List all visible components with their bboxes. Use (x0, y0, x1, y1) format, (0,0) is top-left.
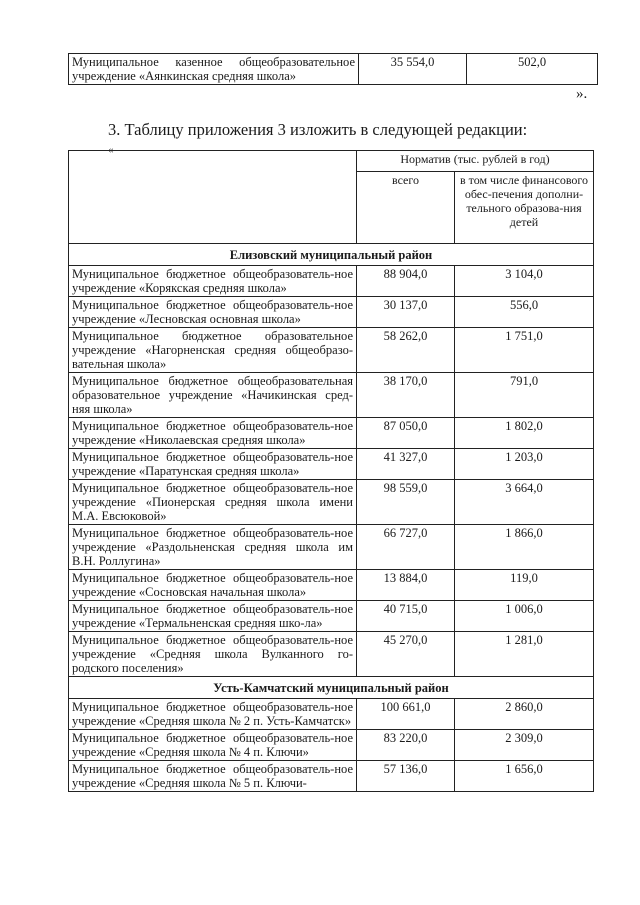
institution-name: Муниципальное бюджетное общеобразователь-ное учреждение «Раздольненская средняя школа им В.Н. Роллугина» (69, 525, 357, 570)
institution-name: Муниципальное бюджетное общеобразователь-ное учреждение «Средняя школа № 4 п. Ключи» (69, 730, 357, 761)
additional-value: 1 203,0 (455, 449, 594, 480)
opening-quote: « (108, 144, 114, 156)
institution-name: Муниципальное бюджетное общеобразователь-ное учреждение «Средняя школа Вулканного го-родского поселения» (69, 632, 357, 677)
institution-name: Муниципальное бюджетное общеобразователь-ное учреждение «Паратунская средняя школа» (69, 449, 357, 480)
instruction-text: 3. Таблицу приложения 3 изложить в следующей редакции: (108, 120, 528, 139)
institution-name: Муниципальное бюджетное общеобразователь-ное учреждение «Корякская средняя школа» (69, 266, 357, 297)
table-row (69, 761, 594, 792)
institution-name: Муниципальное бюджетное образовательное учреждение «Нагорненская средняя общеобразо-вательная школа» (69, 328, 357, 373)
institution-name: Муниципальное бюджетное общеобразователь-ное учреждение «Пионерская средняя школа имени М.А. Евсюковой» (69, 480, 357, 525)
table-row (69, 525, 594, 570)
additional-value: 502,0 (467, 54, 598, 85)
table-row (69, 480, 594, 525)
total-value: 83 220,0 (357, 730, 455, 761)
additional-value: 1 866,0 (455, 525, 594, 570)
additional-value: 1 656,0 (455, 761, 594, 792)
section-title: Усть-Камчатский муниципальный район (69, 677, 594, 699)
table-row (69, 373, 594, 418)
institution-name: Муниципальное бюджетное общеобразователь-ное учреждение «Термальненская средняя шко-ла» (69, 601, 357, 632)
table-row (69, 54, 598, 85)
total-value: 66 727,0 (357, 525, 455, 570)
total-value: 35 554,0 (359, 54, 467, 85)
table-row (69, 328, 594, 373)
total-value: 30 137,0 (357, 297, 455, 328)
institution-name: Муниципальное бюджетное общеобразователь-ное учреждение «Лесновская основная школа» (69, 297, 357, 328)
table-row (69, 418, 594, 449)
institution-name: Муниципальное бюджетное общеобразовательная образовательное учреждение «Начикинская сред-няя школа» (69, 373, 357, 418)
institution-name: Муниципальное бюджетное общеобразователь-ное учреждение «Сосновская начальная школа» (69, 570, 357, 601)
additional-value: 3 104,0 (455, 266, 594, 297)
section-header-row (69, 244, 594, 266)
table-row (69, 601, 594, 632)
table-row (69, 449, 594, 480)
additional-value: 1 006,0 (455, 601, 594, 632)
total-value: 38 170,0 (357, 373, 455, 418)
additional-value: 119,0 (455, 570, 594, 601)
section-title: Елизовский муниципальный район (69, 244, 594, 266)
additional-value: 556,0 (455, 297, 594, 328)
header-empty-cell (69, 151, 357, 244)
section-header-row (69, 677, 594, 699)
institution-name: Муниципальное бюджетное общеобразователь-ное учреждение «Средняя школа № 2 п. Усть-Камчатск» (69, 699, 357, 730)
total-value: 100 661,0 (357, 699, 455, 730)
table-body (69, 151, 594, 792)
additional-value: 3 664,0 (455, 480, 594, 525)
table-row (69, 297, 594, 328)
table-row (69, 730, 594, 761)
additional-value: 1 281,0 (455, 632, 594, 677)
total-value: 88 904,0 (357, 266, 455, 297)
header-row-1 (69, 151, 594, 172)
total-value: 13 884,0 (357, 570, 455, 601)
institution-name: Муниципальное бюджетное общеобразователь-ное учреждение «Средняя школа № 5 п. Ключи- (69, 761, 357, 792)
total-value: 57 136,0 (357, 761, 455, 792)
total-value: 98 559,0 (357, 480, 455, 525)
header-additional: в том числе финансового обес-печения дополни-тельного образова-ния детей (455, 171, 594, 243)
appendix-3-table (68, 150, 594, 792)
header-total: всего (357, 171, 455, 243)
additional-value: 1 802,0 (455, 418, 594, 449)
total-value: 40 715,0 (357, 601, 455, 632)
total-value: 45 270,0 (357, 632, 455, 677)
additional-value: 2 860,0 (455, 699, 594, 730)
total-value: 87 050,0 (357, 418, 455, 449)
additional-value: 1 751,0 (455, 328, 594, 373)
total-value: 41 327,0 (357, 449, 455, 480)
table-row (69, 632, 594, 677)
total-value: 58 262,0 (357, 328, 455, 373)
table-row (69, 266, 594, 297)
additional-value: 791,0 (455, 373, 594, 418)
table-row (69, 699, 594, 730)
closing-quote: ». (576, 86, 588, 102)
table-row (69, 570, 594, 601)
header-normative: Норматив (тыс. рублей в год) (357, 151, 594, 172)
institution-name: Муниципальное казенное общеобразовательное учреждение «Аянкинская средняя школа» (69, 54, 359, 85)
additional-value: 2 309,0 (455, 730, 594, 761)
previous-table-fragment (68, 53, 598, 85)
institution-name: Муниципальное бюджетное общеобразователь-ное учреждение «Николаевская средняя школа» (69, 418, 357, 449)
